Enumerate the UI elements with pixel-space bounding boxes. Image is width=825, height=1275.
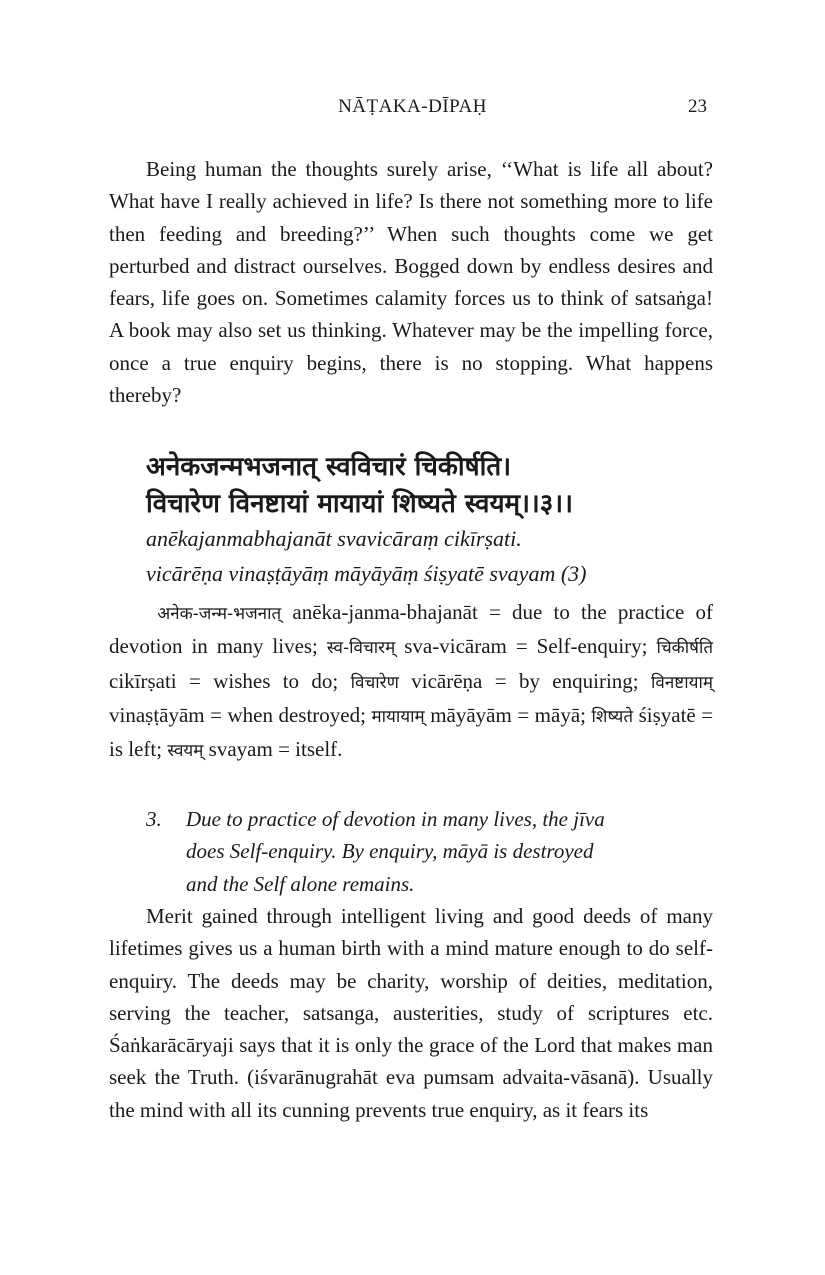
- gloss-roman: svayam: [208, 737, 273, 762]
- gloss-roman: vinaṣṭāyām: [109, 702, 205, 727]
- gloss-entry: [167, 737, 342, 761]
- translation-line-1: [146, 803, 706, 835]
- verse-devanagari-line-2: विचारेण विनष्टायां मायायां शिष्यते स्वयम्।।३।।: [146, 489, 574, 519]
- gloss-devanagari: स्व-विचारम्: [326, 638, 396, 659]
- paragraph-merit-text: Merit gained through intelligent living and good deeds of many lifetimes gives us a human birth with a mind mature enough to do self-enquiry. The deeds may be charity, worship of deities, meditation, serving the teacher, satsanga, austerities, study of scriptures etc. Śaṅkarācāryaji says that it is only the grace of the Lord that makes man seek the Truth. (iśvarānugrahāt eva pumsam advaita-vāsanā). Usually the mind with all its cunning prevents true enquiry, as it fears its: [109, 904, 713, 1122]
- page-number: 23: [688, 96, 707, 117]
- paragraph-intro: [109, 153, 713, 411]
- verse-number: 3.: [146, 807, 162, 831]
- gloss-meaning: = when destroyed;: [210, 702, 366, 727]
- gloss-meaning: = itself.: [278, 737, 343, 762]
- gloss-devanagari: अनेक-जन्म-भजनात्: [157, 604, 282, 624]
- gloss-devanagari: विनष्टायाम्: [650, 672, 714, 693]
- running-head: [0, 96, 825, 126]
- gloss-meaning: = by enquiring;: [494, 668, 639, 693]
- gloss-entry: [371, 703, 591, 727]
- gloss-roman: sva-vicāram: [404, 634, 507, 659]
- gloss-roman: śiṣyatē: [638, 702, 696, 727]
- gloss-entry: [327, 634, 657, 658]
- gloss-roman: anēka-janma-bhajanāt: [292, 600, 478, 624]
- paragraph-merit: [109, 900, 713, 1126]
- verse-devanagari-line-1: अनेकजन्मभजनात् स्वविचारं चिकीर्षति।: [146, 452, 512, 482]
- gloss-roman: cikīrṣati: [109, 668, 177, 693]
- gloss-devanagari: चिकीर्षति: [656, 638, 714, 659]
- verse-transliteration-line-1: anēkajanmabhajanāt svavicāraṃ cikīrṣati.: [146, 526, 522, 551]
- gloss-meaning: = wishes to do;: [189, 668, 339, 693]
- gloss-entry: [351, 669, 651, 693]
- translation-line-2: does Self-enquiry. By enquiry, māyā is destroyed: [186, 839, 594, 864]
- gloss-roman: māyāyām: [430, 702, 512, 727]
- gloss-meaning: = Self-enquiry;: [515, 634, 648, 659]
- verse-transliteration-line-2: vicārēṇa vinaṣṭāyāṃ māyāyāṃ śiṣyatē svayam (3): [146, 561, 587, 586]
- word-gloss: [109, 596, 713, 767]
- translation-line-1-text: Due to practice of devotion in many lives, the jīva: [186, 807, 605, 831]
- gloss-meaning: = is left;: [109, 702, 714, 762]
- gloss-devanagari: स्वयम्: [167, 741, 204, 762]
- gloss-devanagari: मायायाम्: [371, 706, 425, 727]
- translation-line-3: and the Self alone remains.: [186, 871, 415, 896]
- paragraph-intro-text: Being human the thoughts surely arise, ‘‘What is life all about? What have I really achieved in life? Is there not something more to life then feeding and breeding?’’ When such thoughts come we get perturbed and distract ourselves. Bogged down by endless desires and fears, life goes on. Sometimes calamity forces us to think of satsaṅga! A book may also set us thinking. Whatever may be the impelling force, once a true enquiry begins, there is no stopping. What happens thereby?: [109, 157, 713, 408]
- gloss-meaning: = māyā;: [517, 702, 586, 727]
- gloss-devanagari: शिष्यते: [591, 706, 634, 727]
- gloss-devanagari: विचारेण: [350, 672, 399, 693]
- running-title: NĀṬAKA-DĪPAḤ: [338, 96, 487, 117]
- verse-translation: [146, 803, 706, 900]
- gloss-meaning: = due to the practice of devotion in many lives;: [109, 600, 714, 659]
- gloss-roman: vicārēṇa: [411, 668, 483, 693]
